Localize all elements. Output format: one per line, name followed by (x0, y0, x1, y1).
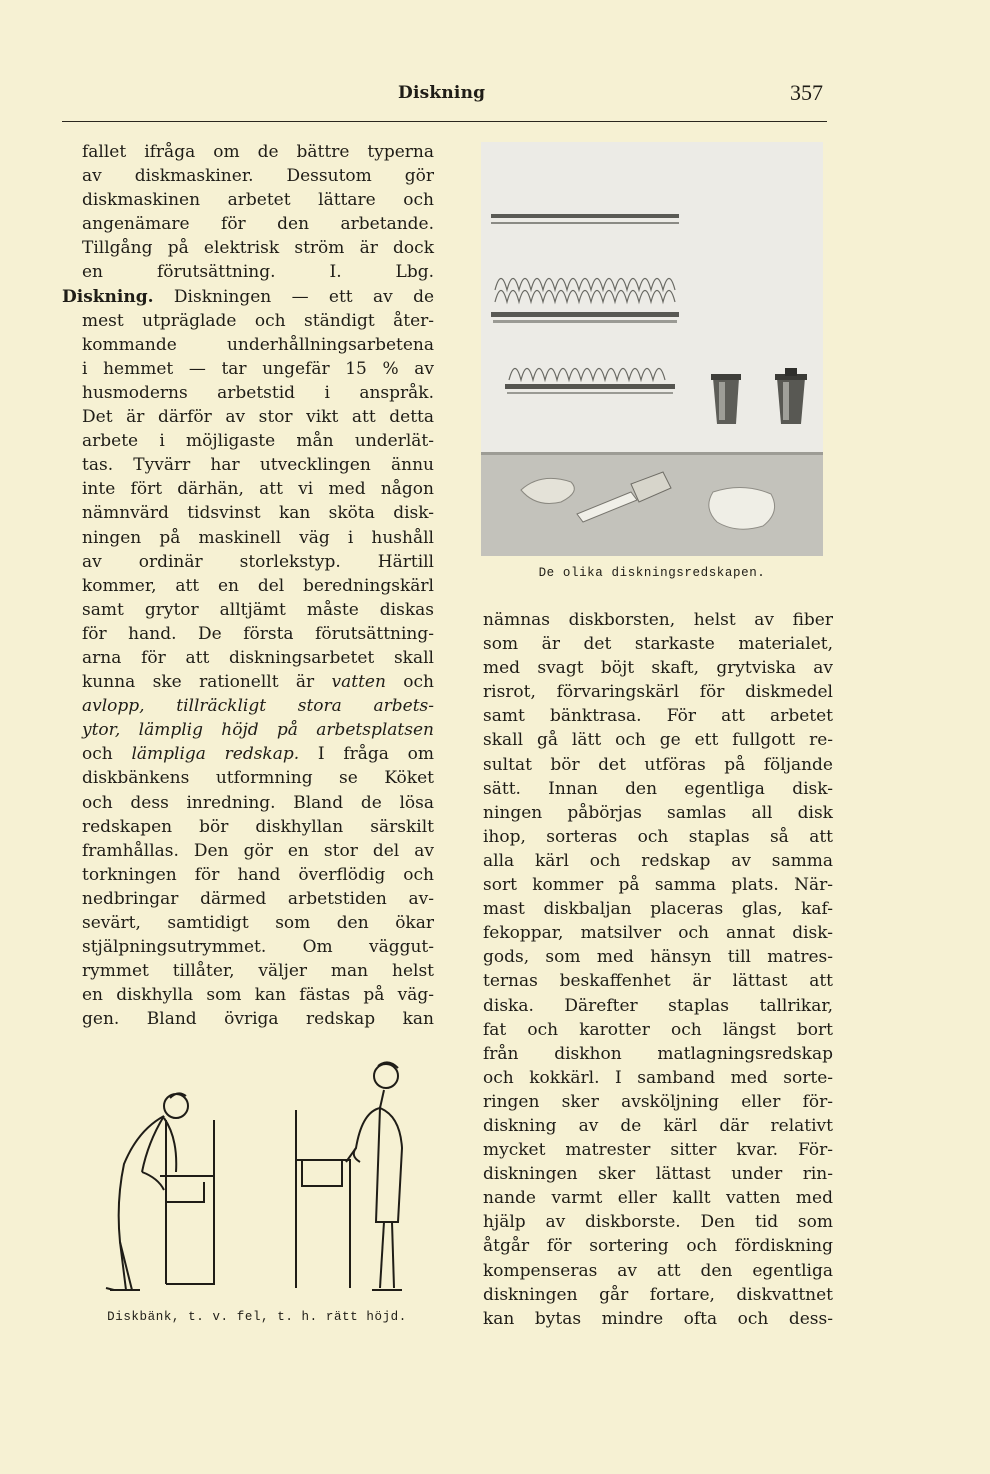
text-line: stjälpningsutrymmet. Om väggut- (82, 937, 434, 958)
text-line: för hand. De första förutsättning- (82, 623, 434, 644)
text-line: redskapen bör diskhyllan särskilt (82, 816, 434, 837)
text-run: och (82, 744, 132, 765)
running-header-title: Diskning (398, 83, 486, 103)
text-line: i hemmet — tar ungefär 15 % av (82, 358, 434, 379)
text-line: mest utpräglade och ständigt åter- (82, 310, 434, 331)
text-line: rymmet tillåter, väljer man helst (82, 961, 434, 982)
text-line: av diskmaskiner. Dessutom gör (82, 166, 434, 187)
dishwashing-tools-photo (481, 142, 823, 556)
text-line: och kokkärl. I samband med sorte- (483, 1067, 833, 1088)
text-line: av ordinär storlekstyp. Härtill (82, 551, 434, 572)
right-text-column (483, 608, 833, 1331)
wrong-height-figure-icon (106, 1093, 214, 1290)
italic-run: vatten (331, 672, 386, 693)
text-line: diskning av de kärl där relativt (483, 1115, 833, 1136)
photo-drawing (481, 142, 823, 556)
text-line: från diskhon matlagningsredskap (483, 1043, 833, 1064)
entry-first-line-text: Diskningen — ett av de (173, 286, 435, 307)
text-line: med svagt böjt skaft, grytviska av (483, 658, 833, 679)
text-line: sultat bör det utföras på följande (483, 754, 833, 775)
text-line: fallet ifråga om de bättre typerna (82, 142, 434, 162)
text-line: kommer, att en del beredningskärl (82, 575, 434, 596)
text-line-mixed (82, 742, 434, 766)
text-line: diskbänkens utformning se Köket (82, 768, 434, 789)
italic-line: avlopp, tillräckligt stora arbets- (82, 696, 434, 717)
text-line: Det är därför av stor vikt att detta (82, 407, 434, 428)
right-height-figure-icon (296, 1062, 402, 1290)
text-line: gods, som med hänsyn till matres- (483, 947, 833, 968)
sink-height-illustration (80, 1052, 460, 1302)
text-line: arbete i möjligaste mån underlät- (82, 431, 434, 452)
text-line: ihop, sorteras och staplas så att (483, 826, 833, 847)
dish-cloth-icon (709, 487, 775, 529)
text-line: fekoppar, matsilver och annat disk- (483, 923, 833, 944)
rack-rail (491, 214, 679, 218)
text-line: kommande underhållningsarbetena (82, 334, 434, 355)
text-line: sätt. Innan den egentliga disk- (483, 778, 833, 799)
illustration-caption: Diskbänk, t. v. fel, t. h. rätt höjd. (107, 1310, 407, 1324)
text-line: samt bänktrasa. För att arbetet (483, 706, 833, 727)
text-line: mast diskbaljan placeras glas, kaf- (483, 899, 833, 920)
entry-first-line (62, 285, 434, 309)
text-line: inte fört därhän, att vi med någon (82, 479, 434, 500)
text-line: nedbringar därmed arbetstiden av- (82, 888, 434, 909)
text-line: diskmaskinen arbetet lättare och (82, 190, 434, 211)
text-line: sort kommer på samma plats. När- (483, 875, 833, 896)
text-run: och (385, 672, 434, 693)
page-number: 357 (790, 80, 823, 105)
text-line: diska. Därefter staplas tallrikar, (483, 995, 833, 1016)
text-line: risrot, förvaringskärl för diskmedel (483, 682, 833, 703)
text-line: mycket matrester sitter kvar. För- (483, 1140, 833, 1161)
text-line: ringen sker avsköljning eller för- (483, 1091, 833, 1112)
text-line: tas. Tyvärr har utvecklingen ännu (82, 455, 434, 476)
text-run: kunna ske rationellt är (82, 672, 332, 693)
text-line: fat och karotter och längst bort (483, 1019, 833, 1040)
text-line: sevärt, samtidigt som den ökar (82, 913, 434, 933)
text-line: kompenseras av att den egentliga (483, 1260, 833, 1281)
text-line: kan bytas mindre ofta och dess- (483, 1308, 833, 1329)
text-line: torkningen för hand överflödig och (82, 864, 434, 885)
text-line: nande varmt eller kallt vatten med (483, 1188, 833, 1209)
text-run: I fråga om (299, 744, 434, 765)
text-line: ningen på maskinell väg i hushåll (82, 527, 434, 548)
text-line: arna för att diskningsarbetet skall (82, 647, 434, 668)
text-line: samt grytor alltjämt måste diskas (82, 599, 434, 620)
photo-caption: De olika diskningsredskapen. (538, 566, 766, 580)
text-line: som är det starkaste materialet, (483, 634, 833, 655)
text-line: nämnas diskborsten, helst av fiber (483, 610, 833, 630)
text-line: nämnvärd tidsvinst kan sköta disk- (82, 503, 434, 524)
text-line-mixed (82, 670, 434, 694)
text-line: ningen påbörjas samlas all disk (483, 802, 833, 823)
text-line: angenämare för den arbetande. (82, 214, 434, 235)
text-line: gen. Bland övriga redskap kan (82, 1009, 434, 1030)
left-text-column (62, 140, 435, 1031)
text-line: en förutsättning. I. Lbg. (82, 262, 434, 283)
text-line: en diskhylla som kan fästas på väg- (82, 985, 434, 1006)
text-line: åtgår för sortering och fördiskning (483, 1236, 833, 1257)
text-line: skall gå lätt och ge ett fullgott re- (483, 730, 833, 751)
text-line: husmoderns arbetstid i anspråk. (82, 382, 434, 403)
text-line: diskningen går fortare, diskvattnet (483, 1284, 833, 1305)
italic-line: ytor, lämplig höjd på arbetsplatsen (82, 720, 434, 741)
text-line: alla kärl och redskap av samma (483, 850, 833, 871)
text-line: hjälp av diskborste. Den tid som (483, 1212, 833, 1233)
entry-headword: Diskning. (62, 286, 154, 307)
text-line: och dess inredning. Bland de lösa (82, 792, 434, 813)
text-line: diskningen sker lättast under rin- (483, 1164, 833, 1185)
text-line: ternas beskaffenhet är lättast att (483, 971, 833, 992)
header-rule (62, 121, 827, 122)
text-line: Tillgång på elektrisk ström är dock (82, 238, 434, 259)
italic-run: lämpliga redskap. (131, 744, 300, 765)
text-line: framhållas. Den gör en stor del av (82, 840, 434, 861)
